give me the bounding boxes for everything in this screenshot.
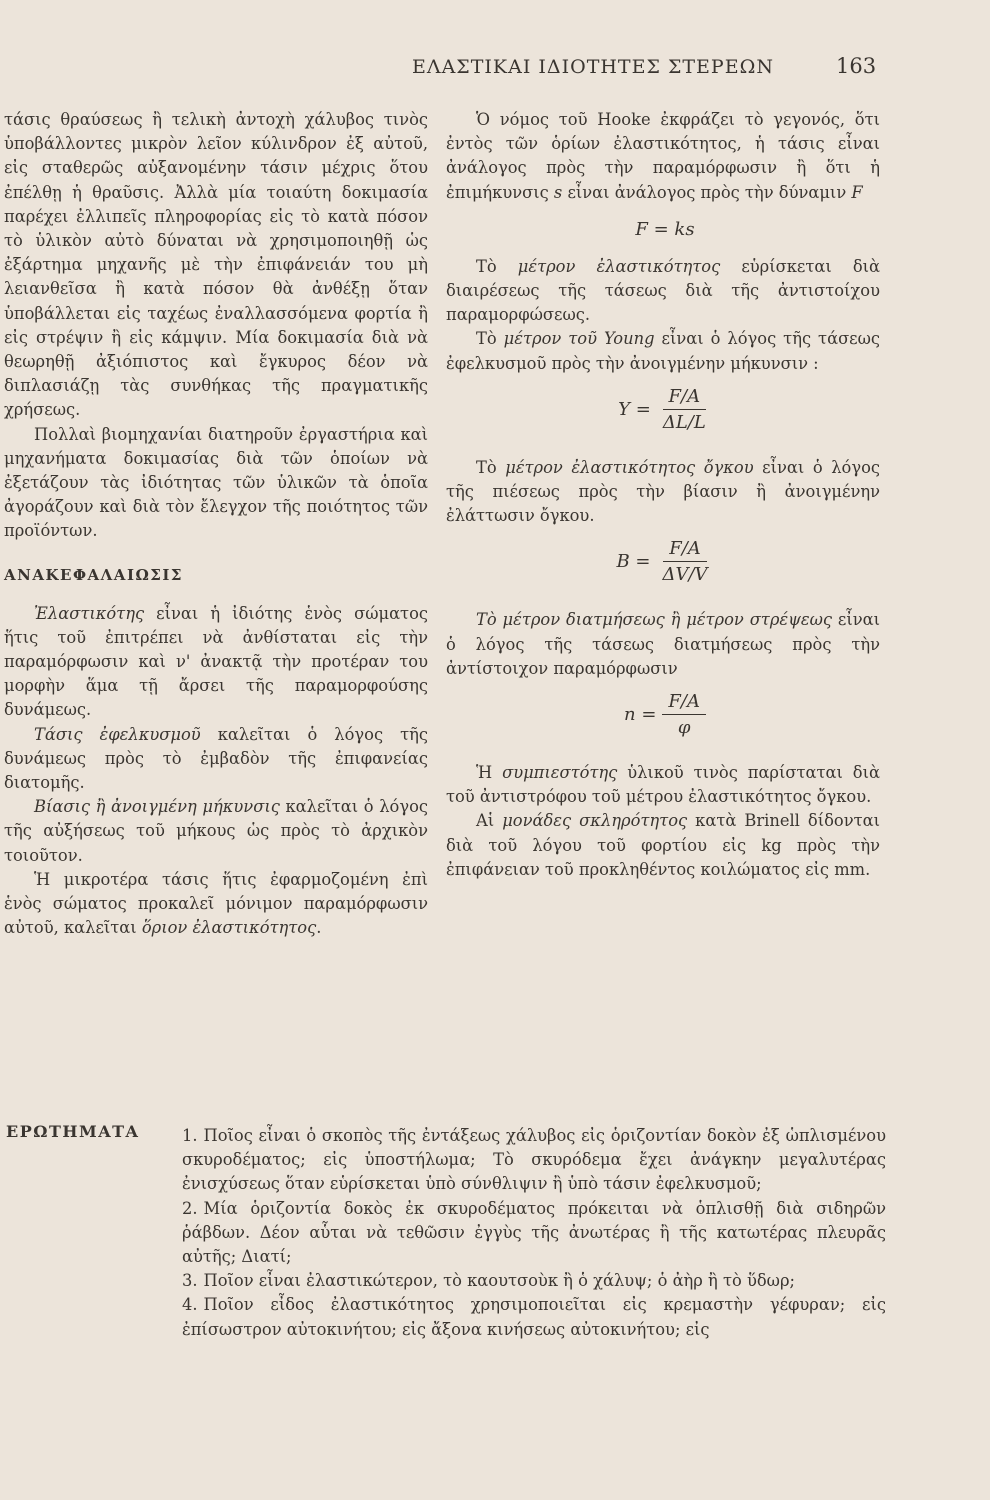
formula-shear — [446, 691, 884, 751]
question-item: 2. Μία ὁριζοντία δοκὸς ἐκ σκυροδέματος πρόκειται νὰ ὁπλισθῇ διὰ σιδηρῶν ῥάβδων. Δέον αὗται νὰ τεθῶσιν ἐγγὺς τῆς ἀνωτέρας ἢ τῆς κατωτέρας πλευρᾶς αὐτῆς; Διατί; — [182, 1198, 886, 1267]
paragraph-industries: Πολλαὶ βιομηχανίαι διατηροῦν ἐργαστήρια καὶ μηχανήματα δοκιμασίας διὰ τῶν ὁποίων νὰ ἐξετάζουν τὰς ἰδιότητας τῶν ὑλικῶν τὰ ὁποῖα ἀγοράζουν καὶ διὰ τὸν ἔλεγχον τῆς ποιότητος τῶν προϊόντων. — [4, 424, 428, 541]
formula-young — [446, 386, 884, 446]
formula-hooke: F = ks — [635, 218, 695, 240]
paragraph-shear-modulus: Τὸ μέτρον διατμήσεως ἢ μέτρον στρέψεως εἶναι ὁ λόγος τῆς τάσεως διατμήσεως πρὸς τὴν ἀντίστοιχον παραμόρφωσιν — [446, 610, 880, 678]
formula-shear-denominator: φ — [677, 717, 691, 739]
formula-shear-lhs: n = — [624, 704, 657, 726]
formula-young-denominator: ΔL/L — [662, 411, 706, 433]
formula-young-lhs: Y = — [618, 398, 651, 420]
questions-list — [182, 1124, 886, 1342]
paragraph-bulk-modulus: Τὸ μέτρον ἐλαστικότητος ὄγκου εἶναι ὁ λόγος τῆς πιέσεως πρὸς τὴν βίασιν ἢ ἀνοιγμένην ἐλάττωσιν ὄγκου. — [446, 457, 880, 526]
summary-elastic-limit: Ἡ μικροτέρα τάσις ἥτις ἐφαρμοζομένη ἐπὶ ἑνὸς σώματος προκαλεῖ μόνιμον παραμόρφωσιν αὐτοῦ, καλεῖται ὅριον ἐλαστικότητος. — [4, 869, 428, 938]
questions-heading: ΕΡΩΤΗΜΑΤΑ — [6, 1122, 140, 1141]
paragraph-compressibility: Ἡ συμπιεστότης ὑλικοῦ τινὸς παρίσταται διὰ τοῦ ἀντιστρόφου τοῦ μέτρου ἐλαστικότητος ὄγκου. — [446, 763, 880, 807]
question-item: 4. Ποῖον εἶδος ἐλαστικότητος χρησιμοποιεῖται εἰς κρεμαστὴν γέφυραν; εἰς ἐπίσωστρον αὐτοκινήτου; εἰς ἄξονα κινήσεως αὐτοκινήτου; εἰς — [182, 1295, 886, 1339]
page-number: 163 — [836, 54, 877, 78]
formula-bulk-numerator: F/A — [663, 538, 707, 562]
summary-block — [0, 602, 428, 941]
term-tensile-stress: Τάσις ἐφελκυσμοῦ — [34, 724, 201, 744]
paragraph-young: Τὸ μέτρον τοῦ Young εἶναι ὁ λόγος τῆς τάσεως ἐφελκυσμοῦ πρὸς τὴν ἀνοιγμένην μήκυνσιν : — [446, 329, 881, 373]
question-item: 3. Ποῖον εἶναι ἐλαστικώτερον, τὸ καουτσοὺκ ἢ ὁ χάλυψ; ὁ ἀὴρ ἢ τὸ ὕδωρ; — [182, 1271, 796, 1291]
running-title: ΕΛΑΣΤΙΚΑΙ ΙΔΙΟΤΗΤΕΣ ΣΤΕΡΕΩΝ — [412, 56, 774, 78]
summary-tensile-stress: Τάσις ἐφελκυσμοῦ καλεῖται ὁ λόγος τῆς δυνάμεως πρὸς τὸ ἐμβαδὸν τῆς ἐπιφανείας διατομῆς. — [4, 724, 428, 793]
summary-elasticity: Ἐλαστικότης εἶναι ἡ ἰδιότης ἑνὸς σώματος ἥτις τοῦ ἐπιτρέπει νὰ ἀνθίσταται εἰς τὴν παραμόρφωσιν καὶ ν' ἀνακτᾷ τὴν προτέραν του μορφὴν ἅμα τῇ ἄρσει τῆς παραμορφούσης δυνάμεως. — [4, 603, 428, 720]
paragraph-modulus: Τὸ μέτρον ἐλαστικότητος εὑρίσκεται διὰ διαιρέσεως τῆς τάσεως διὰ τῆς ἀντιστοίχου παραμορφώσεως. — [446, 256, 881, 325]
summary-strain: Βίασις ἢ ἀνοιγμένη μήκυνσις καλεῖται ὁ λόγος τῆς αὐξήσεως τοῦ μήκους ὡς πρὸς τὸ ἀρχικὸν τοιοῦτον. — [4, 797, 428, 865]
formula-shear-numerator: F/A — [662, 691, 706, 715]
left-column — [0, 108, 428, 941]
paragraph-brinell: Αἱ μονάδες σκληρότητος κατὰ Brinell δίδονται διὰ τοῦ λόγου τοῦ φορτίου εἰς kg πρὸς τὴν ἐπιφάνειαν τοῦ προκληθέντος κοιλώματος εἰς mm. — [446, 811, 881, 879]
question-item: 1. Ποῖος εἶναι ὁ σκοπὸς τῆς ἐντάξεως χάλυβος εἰς ὁριζοντίαν δοκὸν ἐξ ὡπλισμένου σκυροδέματος; εἰς ὑποστήλωμα; Τὸ σκυρόδεμα ἔχει ἀνάγκην μεγαλυτέρας ἐνισχύσεως ὅταν εὑρίσκεται ὑπὸ σύνθλιψιν ἢ ὑπὸ τάσιν ἐφελκυσμοῦ; — [182, 1126, 886, 1194]
paragraph-hooke: Ὁ νόμος τοῦ Hooke ἐκφράζει τὸ γεγονός, ὅτι ἐντὸς τῶν ὁρίων ἐλαστικότητος, ἡ τάσις εἶναι ἀνάλογος πρὸς τὴν παραμόρφωσιν ἢ ὅτι ἡ ἐπιμήκυνσις s εἶναι ἀνάλογος πρὸς τὴν δύναμιν F — [446, 110, 880, 202]
term-elastic-limit: ὅριον ἐλαστικότητος — [141, 918, 317, 938]
right-column — [446, 108, 884, 882]
page-header — [0, 52, 990, 82]
formula-bulk-denominator: ΔV/V — [662, 564, 708, 586]
term-elasticity: Ἐλαστικότης — [34, 603, 145, 623]
summary-heading: ΑΝΑΚΕΦΑΛΑΙΩΣΙΣ — [4, 565, 184, 584]
formula-bulk-lhs: B = — [616, 551, 651, 573]
formula-young-numerator: F/A — [663, 386, 707, 410]
paragraph-testing: τάσις θραύσεως ἢ τελικὴ ἀντοχὴ χάλυβος τινὸς ὑποβάλλοντες μικρὸν λεῖον κύλινδρον ἐξ αὐτοῦ, εἰς σταθερῶς αὐξανομένην τάσιν μέχρις ὅτου ἐπέλθῃ ἡ θραῦσις. Ἀλλὰ μία τοιαύτη δοκιμασία παρέχει ἐλλιπεῖς πληροφορίας εἰς τὸ κατὰ πόσον τὸ ὑλικὸν αὐτὸ δύναται νὰ χρησιμοποιηθῇ ὡς ἐξάρτημα μηχανῆς μὲ τὴν ἐπιφάνειάν του μὴ λειανθεῖσα ἢ κατὰ πόσον θὰ ἀνθέξῃ ὅταν ὑποβάλλεται εἰς ταχέως ἐναλλασσόμενα φορτία ἢ εἰς στρέψιν ἢ εἰς κάμψιν. Μία δοκιμασία διὰ νὰ θεωρηθῇ ἀξιόπιστος καὶ ἔγκυρος δέον νὰ διπλασιάζῃ τὰς συνθήκας τῆς πραγματικῆς χρήσεως. — [4, 110, 428, 420]
term-strain: Βίασις ἢ ἀνοιγμένη μήκυνσις — [34, 797, 280, 817]
formula-bulk — [446, 538, 884, 598]
